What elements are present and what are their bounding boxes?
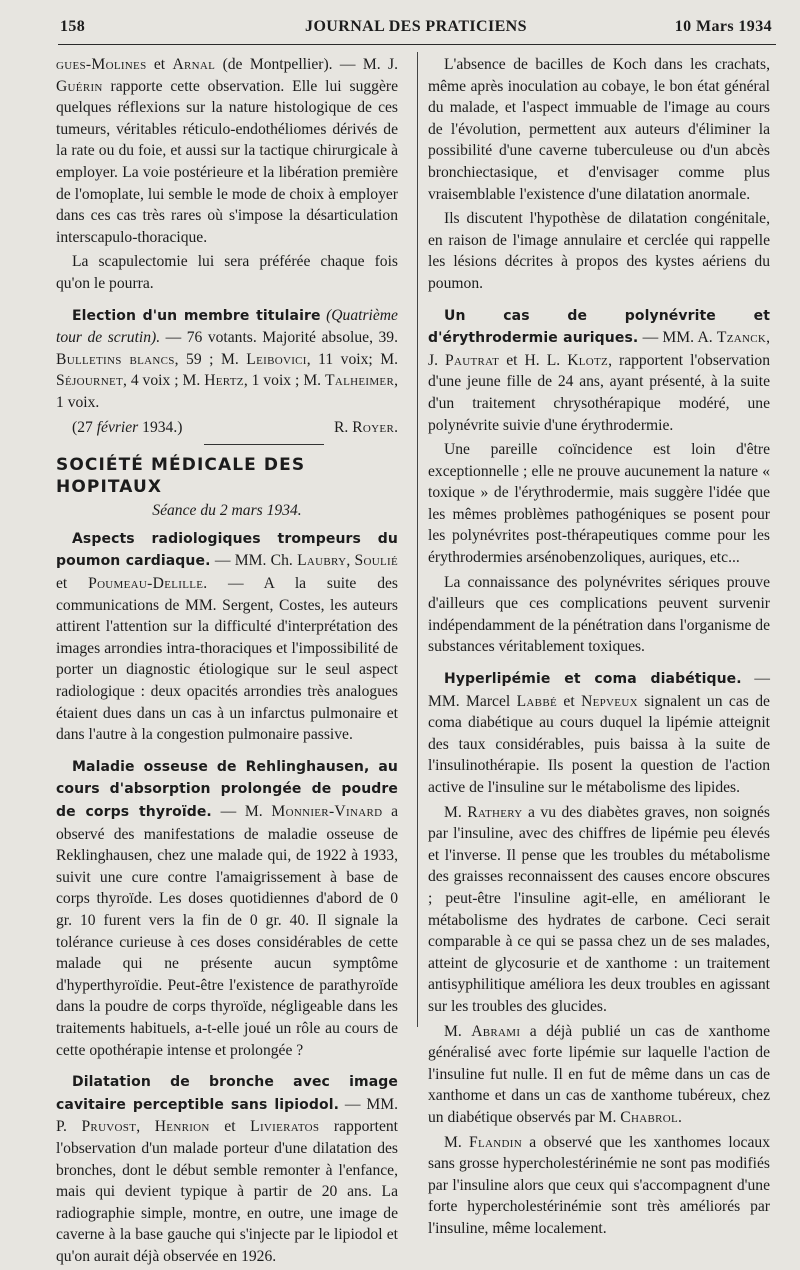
session-date: Séance du 2 mars 1934. (152, 502, 302, 520)
paragraph: M. Abrami a déjà publié un cas de xanthome généralisé avec forte lipémie sur laquelle l'action de l'insuline fut nulle. Il en fut de même dans un cas de xanthome et dans un cas de xanthome tubéreux, chez un diabétique observés par M. Chabrol. (428, 1022, 771, 1126)
separator-rule (204, 444, 324, 445)
section-title: Election d'un membre titulaire (72, 307, 321, 324)
paragraph: La connaissance des polynévrites sériques prouve d'ailleurs que ces complications peuvent survenir indépendamment de la pénétration dans l'organisme de substances véritablement toxiques. (428, 573, 771, 656)
page-number: 158 (60, 18, 86, 35)
article: Dilatation de bronche avec image cavitaire perceptible sans lipiodol. — MM. P. Pruvost, Henrion et Livieratos rapportent l'observation d'un malade porteur d'une dilatation des bronches, dont le début semble remonter à l'enfance, mais qui devient typique à partir de 20 ans. La radiographie simple, montre, en outre, une image de caverne à la base gauche qui s'injecte par le lipiodol et qu'on aurait déjà observée en 1926. (56, 1074, 398, 1265)
signature-line: (27 février 1934.) R. Royer. (72, 418, 398, 436)
paragraph: L'absence de bacilles de Koch dans les crachats, même après inoculation au cobaye, le bon état général du malade, et l'aspect immuable de l'image au cours de l'évolution, permettent aux auteurs d'éliminer la possibilité d'une caverne tuberculeuse ou d'un abcès bronchiectasique, et d'envisager comme plus vraisemblable l'existence d'une dilatation anormale. (428, 56, 770, 203)
article-title: Dilatation de bronche avec image cavitaire perceptible sans lipiodol. (56, 1074, 398, 1113)
article: Maladie osseuse de Rehlinghausen, au cours d'absorption prolongée de poudre de corps thyroïde. — M. Monnier-Vinard a observé des manifestations de maladie osseuse de Reklinghausen, chez une malade qui, de 1922 à 1933, suivit une cure contre l'amaigrissement à base de corps thyroïde. Les doses quotidiennes d'abord de 0 gr. 10 furent vers la fin de 0 gr. 40. Il signale la tolérance curieuse à ces doses considérables de cette malade qui ne présente aucun symptôme d'hyperthyroïdie. Peut-être l'existence de parathyroïde dans la poudre de corps thyroïde, négligeable dans les traitements habituels, a-t-elle joué un rôle au cours de cette opothérapie intense et prolongée ? (56, 758, 398, 1059)
header-rule (58, 44, 776, 45)
paragraph: La scapulectomie lui sera préférée chaque fois qu'on le pourra. (56, 253, 398, 292)
article-title: Aspects radiologiques trompeurs du poumon cardiaque. (56, 530, 398, 570)
article-title: Hyperlipémie et coma diabétique. (444, 671, 742, 688)
article: Aspects radiologiques trompeurs du poumon cardiaque. — MM. Ch. Laubry, Soulié et Poumeau-Delille. — A la suite des communications de MM. Sergent, Costes, les auteurs attirent l'attention sur la difficulté d'interprétation des images arrondies intra-thoraciques et l'impossibilité de porter un diagnostic étiologique sur le seul aspect radiologique : deux opacités arrondies très analogues étaient dues dans un cas à un infarctus pulmonaire et dans l'autre à la congestion pulmonaire passive. (56, 530, 399, 744)
article: Un cas de polynévrite et d'érythrodermie auriques. — MM. A. Tzanck, J. Pautrat et H. L. Klotz, rapportent l'observation d'une jeune fille de 24 ans, ayant présenté, à la suite d'un traitement chrysothérapique modéré, une polynévrite suivie d'une érythrodermie. (428, 307, 771, 434)
society-heading: SOCIÉTÉ MÉDICALE DES HOPITAUX (56, 455, 306, 497)
issue-date: 10 Mars 1934 (674, 18, 772, 35)
paragraph: Une pareille coïncidence est loin d'être exceptionnelle ; elle ne prouve aucunement la nature « toxique » de l'érythrodermie, mais suggère l'idée que les mêmes problèmes pathogéniques se posent pour les polynévrites post-thérapeutiques comme pour les érythrodermies arsénobenzoliques, auriques, etc... (428, 441, 770, 567)
column-divider (417, 52, 418, 1027)
page-header (60, 18, 772, 40)
paragraph: gues-Molines et Arnal (de Montpellier). — M. J. Guérin rapporte cette observation. Elle lui suggère quelques réflexions sur la nature histologique de ces tumeurs, véritables réticulo-endothéliomes dérivés de la rate ou du foie, et aussi sur la tactique chirurgicale à employer. La voie postérieure et la libération première de l'omoplate, lui semble le mode de choix à employer dans ces cas très rares où s'impose la désarticulation interscapulo-thoracique. (56, 56, 398, 246)
paragraph: M. Flandin a observé que les xanthomes locaux sans grosse hypercholestérinémie ne sont pas modifiés par l'insuline alors que ceux qui s'accompagnent d'une forte hypercholestérinémie sont très améliorés par l'insuline, même localement. (428, 1133, 770, 1237)
election-item: Election d'un membre titulaire (Quatrième tour de scrutin). — 76 votants. Majorité absolue, 39. Bulletins blancs, 59 ; M. Leibovici, 11 voix; M. Séjournet, 4 voix ; M. Hertz, 1 voix ; M. Talheimer, 1 voix. (56, 306, 399, 411)
article-title: Maladie osseuse de Rehlinghausen, au cours d'absorption prolongée de poudre de corps thyroïde. (56, 758, 398, 820)
paragraph: M. Rathery a vu des diabètes graves, non soignés par l'insuline, avec des chiffres de lipémie peu élevés et l'inverse. Il pense que les troubles du métabolisme des graisses reconnaissent des causes encore obscures ; peut-être l'insuline agit-elle, en améliorant le métabolisme des hydrates de carbone. Ceci serait comparable à ce qui se passa chez un de ses malades, atteint de glycosurie et de xanthome : un traitement antisyphilitique améliora les deux troubles en agissant sur les troubles des glucides. (428, 803, 771, 1015)
journal-title: JOURNAL DES PRATICIENS (305, 18, 527, 35)
right-column (428, 54, 770, 1242)
article-title: Un cas de polynévrite et d'érythrodermie auriques. (428, 307, 770, 347)
paragraph: Ils discutent l'hypothèse de dilatation congénitale, en raison de l'image annulaire et cerclée qui rappelle les lésions décrites à propos des kystes aériens du poumon. (428, 210, 770, 292)
left-column (56, 54, 398, 1270)
article: Hyperlipémie et coma diabétique. — MM. Marcel Labbé et Nepveux signalent un cas de coma diabétique au cours duquel la lipémie atteignit des taux considérables, puis baissa à la suite de l'insulinothérapie. Ils posent la question de l'action active de l'insuline sur le métabolisme des lipides. (428, 670, 770, 796)
